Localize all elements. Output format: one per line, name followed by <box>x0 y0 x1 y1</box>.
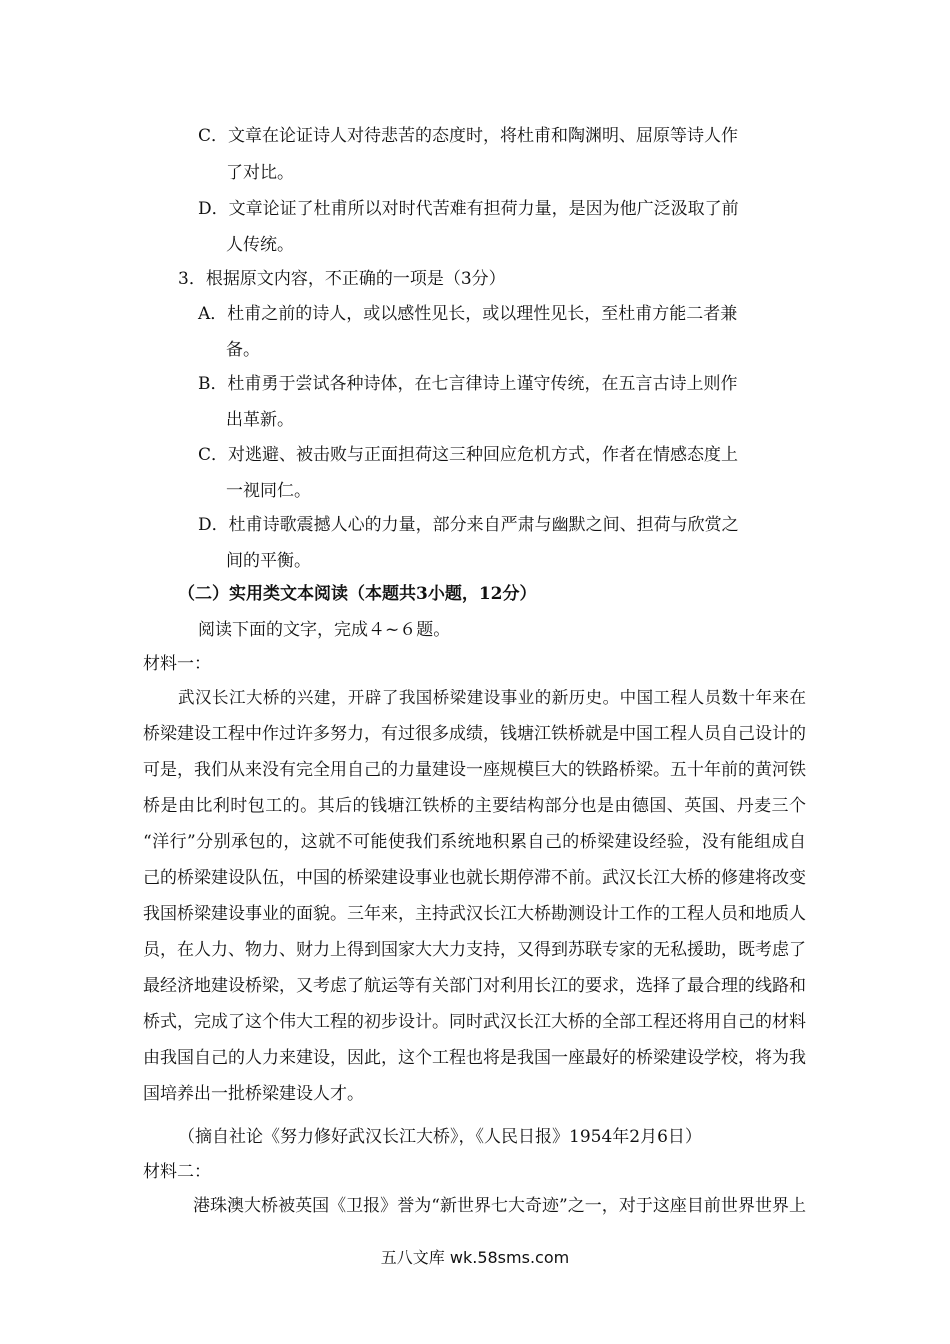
material2-line: 港珠澳大桥被英国《卫报》誉为“新世界七大奇迹”之一，对于这座目前世界世界上 <box>193 1196 806 1216</box>
q3-option-a-line1: A．杜甫之前的诗人，或以感性见长，或以理性见长，至杜甫方能二者兼 <box>198 304 738 324</box>
q3-option-c-line1: C．对逃避、被击败与正面担荷这三种回应危机方式，作者在情感态度上 <box>198 445 739 465</box>
material1-line: 员，在人力、物力、财力上得到国家大大力支持，又得到苏联专家的无私援助，既考虑了 <box>143 940 806 960</box>
material2-label: 材料二： <box>143 1162 211 1182</box>
material1-line: 桥式，完成了这个伟大工程的初步设计。同时武汉长江大桥的全部工程还将用自己的材料 <box>143 1012 806 1032</box>
section2-heading: （二）实用类文本阅读（本题共3小题，12分） <box>178 584 537 604</box>
material1-label: 材料一： <box>143 654 211 674</box>
q3-stem: 3．根据原文内容，不正确的一项是（3分） <box>178 269 506 289</box>
material1-line: 我国桥梁建设事业的面貌。三年来，主持武汉长江大桥勘测设计工作的工程人员和地质人 <box>143 904 806 924</box>
q3-option-a-line2: 备。 <box>226 340 260 360</box>
q2-option-d-line2: 人传统。 <box>226 235 294 255</box>
q2-option-c-line1: C．文章在论证诗人对待悲苦的态度时，将杜甫和陶渊明、屈原等诗人作 <box>198 126 739 146</box>
q2-option-d-line1: D．文章论证了杜甫所以对时代苦难有担荷力量，是因为他广泛汲取了前 <box>198 199 739 219</box>
q3-option-d-line1: D．杜甫诗歌震撼人心的力量，部分来自严肃与幽默之间、担荷与欣赏之 <box>198 515 739 535</box>
q3-option-b-line1: B．杜甫勇于尝试各种诗体，在七言律诗上谨守传统，在五言古诗上则作 <box>198 374 738 394</box>
material1-line: 己的桥梁建设队伍，中国的桥梁建设事业也就长期停滞不前。武汉长江大桥的修建将改变 <box>143 868 806 888</box>
q3-option-b-line2: 出革新。 <box>226 410 294 430</box>
q3-option-c-line2: 一视同仁。 <box>226 481 311 501</box>
footer-watermark: 五八文库 wk.58sms.com <box>380 1248 570 1267</box>
material1-source: （摘自社论《努力修好武汉长江大桥》，《人民日报》1954年2月6日） <box>178 1127 702 1147</box>
material1-line: 由我国自己的人力来建设，因此，这个工程也将是我国一座最好的桥梁建设学校，将为我 <box>143 1048 806 1068</box>
section2-instruction: 阅读下面的文字，完成４~６题。 <box>198 620 451 640</box>
material1-line: 桥梁建设工程中作过许多努力，有过很多成绩，钱塘江铁桥就是中国工程人员自己设计的 <box>143 724 806 744</box>
q2-option-c-line2: 了对比。 <box>226 163 294 183</box>
material1-line: 可是，我们从来没有完全用自己的力量建设一座规模巨大的铁路桥梁。五十年前的黄河铁 <box>143 760 806 780</box>
q3-option-d-line2: 间的平衡。 <box>226 551 311 571</box>
material1-line: 国培养出一批桥梁建设人才。 <box>143 1084 364 1104</box>
material1-line: “洋行”分别承包的，这就不可能使我们系统地积累自己的桥梁建设经验，没有能组成自 <box>143 832 806 852</box>
material1-line: 武汉长江大桥的兴建，开辟了我国桥梁建设事业的新历史。中国工程人员数十年来在 <box>178 688 806 707</box>
material1-line: 桥是由比利时包工的。其后的钱塘江铁桥的主要结构部分也是由德国、英国、丹麦三个 <box>143 796 806 816</box>
material1-line: 最经济地建设桥梁，又考虑了航运等有关部门对利用长江的要求，选择了最合理的线路和 <box>143 976 806 996</box>
